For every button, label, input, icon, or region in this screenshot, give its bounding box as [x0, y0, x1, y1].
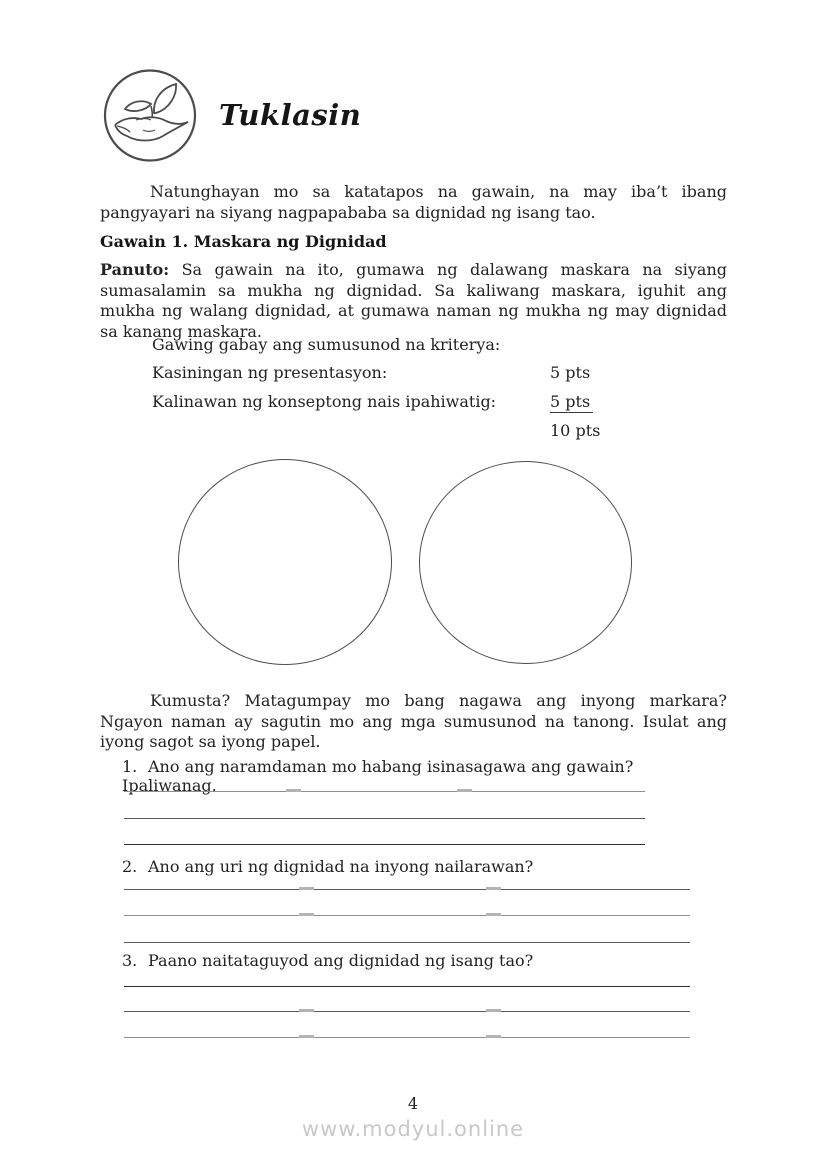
criteria-points: 5 pts: [550, 363, 591, 382]
question-text: Ano ang naramdaman mo habang isinasagawa ang gawain? Ipaliwanag.: [122, 757, 634, 795]
criteria-points-total: 10 pts: [550, 421, 601, 440]
page-number: 4: [407, 1094, 419, 1113]
instructions-text: Sa gawain na ito, gumawa ng dalawang maskara na siyang sumasalamin sa mukha ng dignidad. Sa kaliwang maskara, iguhit ang mukha ng walang dignidad, at gumawa naman ng mukha ng may dignidad sa kanang maskara.: [100, 260, 727, 341]
right-mask-circle: [419, 461, 632, 664]
answer-line: [124, 986, 690, 987]
question-number: 3.: [122, 951, 138, 970]
question-item: [122, 757, 722, 795]
left-mask-circle: [178, 459, 392, 665]
answer-line: [124, 915, 690, 916]
followup-paragraph: Kumusta? Matagumpay mo bang nagawa ang inyong markara? Ngayon naman ay sagutin mo ang mga sumusunod na tanong. Isulat ang iyong sagot sa iyong papel.: [100, 691, 727, 751]
instructions-label: Panuto:: [100, 260, 170, 279]
hand-holding-seedling-icon: [103, 68, 197, 163]
answer-line: [124, 1011, 690, 1012]
intro-paragraph: Natunghayan mo sa katatapos na gawain, na may iba’t ibang pangyayari na siyang nagpapababa sa dignidad ng isang tao.: [100, 182, 727, 222]
criteria-intro: Gawing gabay ang sumusunod na kriterya:: [152, 335, 501, 354]
activity-heading: Gawain 1. Maskara ng Dignidad: [100, 232, 387, 251]
answer-line: [124, 889, 690, 890]
question-number: 1.: [122, 757, 138, 776]
answer-line: [124, 818, 645, 819]
watermark-url: www.modyul.online: [301, 1117, 525, 1141]
question-number: 2.: [122, 857, 138, 876]
page-title: Tuklasin: [219, 98, 362, 132]
criteria-row: [152, 421, 712, 441]
criteria-points-underlined: 5 pts: [550, 392, 593, 413]
criteria-label: Kasiningan ng presentasyon:: [152, 363, 388, 382]
answer-line: [124, 1037, 690, 1038]
criteria-label: Kalinawan ng konseptong nais ipahiwatig:: [152, 392, 497, 411]
answer-line: [124, 791, 645, 792]
answer-line: [124, 942, 690, 943]
question-text: Ano ang uri ng dignidad na inyong nailarawan?: [148, 857, 534, 876]
question-item: [122, 951, 722, 970]
question-text: Paano naitataguyod ang dignidad ng isang tao?: [148, 951, 534, 970]
criteria-row: [152, 363, 712, 383]
criteria-row: [152, 392, 712, 412]
instructions-paragraph: [100, 260, 727, 342]
question-item: [122, 857, 722, 876]
answer-line: [124, 844, 645, 845]
